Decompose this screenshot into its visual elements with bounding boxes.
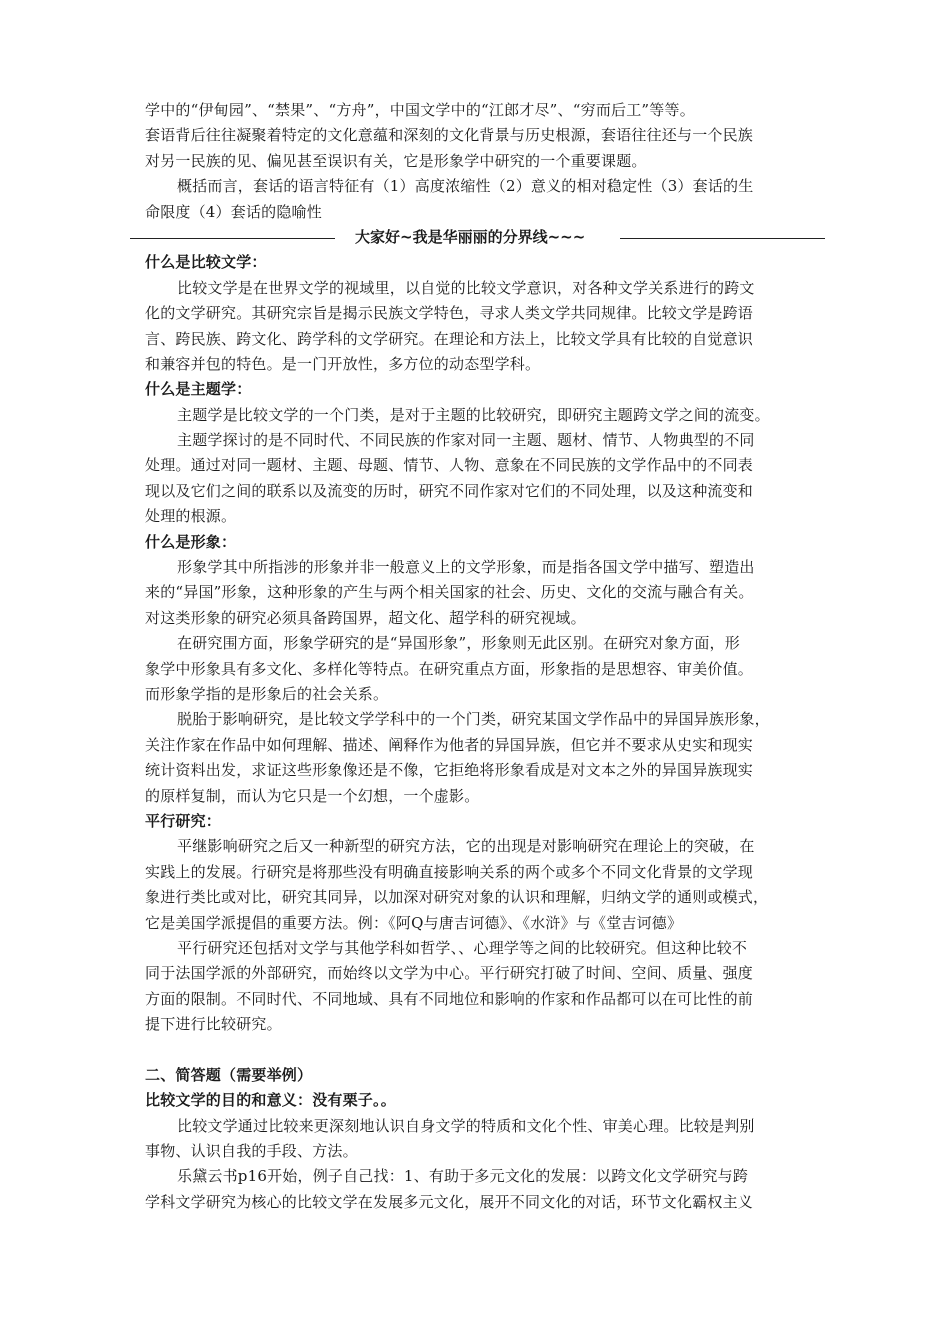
intro-line: 对另一民族的见、偏见甚至误识有关，它是形象学中研究的一个重要课题。 xyxy=(145,151,647,170)
paragraph-line: 它是美国学派提倡的重要方法。例：《阿Q与唐吉诃德》、《水浒》与《堂吉诃德》 xyxy=(145,913,683,932)
section-heading-thematology: 什么是主题学： xyxy=(145,380,252,399)
section-heading-short-answer: 二、简答题（需要举例） xyxy=(145,1065,313,1084)
paragraph-line: 象学中形象具有多文化、多样化等特点。在研究重点方面，形象指的是思想容、审美价值。 xyxy=(145,659,754,678)
blank-line xyxy=(145,1037,817,1062)
paragraph-line: 学科文学研究为核心的比较文学在发展多元文化，展开不同文化的对话，环节文化霸权主义 xyxy=(145,1192,754,1211)
section-divider xyxy=(145,225,817,250)
paragraph-line: 处理的根源。 xyxy=(145,507,237,526)
paragraph-line: 主题学探讨的是不同时代、不同民族的作家对同一主题、题材、情节、人物典型的不同 xyxy=(177,431,755,450)
paragraph-line: 实践上的发展。行研究是将那些没有明确直接影响关系的两个或多个不同文化背景的文学现 xyxy=(145,862,754,881)
paragraph-line: 现以及它们之间的联系以及流变的历时，研究不同作家对它们的不同处理，以及这种流变和 xyxy=(145,481,754,500)
subheading-purpose: 比较文学的目的和意义：没有栗子。。 xyxy=(145,1091,396,1110)
paragraph-line: 比较文学通过比较来更深刻地认识自身文学的特质和文化个性、审美心理。比较是判别 xyxy=(177,1116,755,1135)
paragraph-line: 象进行类比或对比，研究其同异，以加深对研究对象的认识和理解，归纳文学的通则或模式， xyxy=(145,888,769,907)
paragraph-line: 对这类形象的研究必须具备跨国界，超文化、超学科的研究视域。 xyxy=(145,608,586,627)
paragraph-line: 方面的限制。不同时代、不同地域、具有不同地位和影响的作家和作品都可以在可比性的前 xyxy=(145,989,754,1008)
divider-text: 大家好~我是华丽丽的分界线~~~ xyxy=(355,227,586,246)
paragraph-line: 主题学是比较文学的一个门类，是对于主题的比较研究，即研究主题跨文学之间的流变。 xyxy=(177,405,770,424)
paragraph-line: 处理。通过对同一题材、主题、母题、情节、人物、意象在不同民族的文学作品中的不同表 xyxy=(145,456,754,475)
paragraph-line: 平继影响研究之后又一种新型的研究方法，它的出现是对影响研究在理论上的突破，在 xyxy=(177,837,755,856)
paragraph-line: 形象学其中所指涉的形象并非一般意义上的文学形象，而是指各国文学中描写、塑造出 xyxy=(177,558,755,577)
paragraph-line: 的原样复制，而认为它只是一个幻想，一个虚影。 xyxy=(145,786,480,805)
paragraph-line: 化的文学研究。其研究宗旨是揭示民族文学特色，寻求人类文学共同规律。比较文学是跨语 xyxy=(145,304,754,323)
document-body xyxy=(145,98,817,1215)
paragraph-line: 提下进行比较研究。 xyxy=(145,1015,282,1034)
paragraph-line: 来的“异国”形象，这种形象的产生与两个相关国家的社会、历史、文化的交流与融合有关。 xyxy=(145,583,754,602)
paragraph-line: 事物、认识自我的手段、方法。 xyxy=(145,1142,358,1161)
paragraph-line: 关注作家在作品中如何理解、描述、阐释作为他者的异国异族，但它并不要求从史实和现实 xyxy=(145,735,754,754)
paragraph-line: 统计资料出发，求证这些形象像还是不像，它拒绝将形象看成是对文本之外的异国异族现实 xyxy=(145,761,754,780)
paragraph-line: 乐黛云书p16开始，例子自己找：1、有助于多元文化的发展：以跨文化文学研究与跨 xyxy=(177,1167,749,1186)
paragraph-line: 言、跨民族、跨文化、跨学科的文学研究。在理论和方法上，比较文学具有比较的自觉意识 xyxy=(145,329,754,348)
divider-rule-left xyxy=(130,238,335,239)
divider-rule-right xyxy=(620,238,825,239)
summary-line: 命限度（4）套话的隐喻性 xyxy=(145,202,322,221)
intro-line: 套语背后往往凝聚着特定的文化意蕴和深刻的文化背景与历史根源，套语往往还与一个民族 xyxy=(145,126,754,145)
section-heading-imagology: 什么是形象： xyxy=(145,532,237,551)
paragraph-line: 而形象学指的是形象后的社会关系。 xyxy=(145,684,389,703)
paragraph-line: 平行研究还包括对文学与其他学科如哲学、、心理学等之间的比较研究。但这种比较不 xyxy=(177,938,748,957)
paragraph-line: 同于法国学派的外部研究，而始终以文学为中心。平行研究打破了时间、空间、质量、强度 xyxy=(145,964,754,983)
section-heading-comparative-literature: 什么是比较文学： xyxy=(145,253,267,272)
paragraph-line: 和兼容并包的特色。是一门开放性，多方位的动态型学科。 xyxy=(145,354,541,373)
section-heading-parallel-study: 平行研究： xyxy=(145,811,222,830)
paragraph-line: 脱胎于影响研究，是比较文学学科中的一个门类，研究某国文学作品中的异国异族形象， xyxy=(177,710,770,729)
intro-line: 学中的“伊甸园”、“禁果”、“方舟”，中国文学中的“江郎才尽”、“穷而后工”等等。 xyxy=(145,101,695,119)
summary-line: 概括而言，套话的语言特征有（1）高度浓缩性（2）意义的相对稳定性（3）套话的生 xyxy=(177,177,754,196)
paragraph-line: 在研究围方面，形象学研究的是“异国形象”，形象则无此区别。在研究对象方面，形 xyxy=(177,634,740,653)
paragraph-line: 比较文学是在世界文学的视域里，以自觉的比较文学意识，对各种文学关系进行的跨文 xyxy=(177,278,755,297)
